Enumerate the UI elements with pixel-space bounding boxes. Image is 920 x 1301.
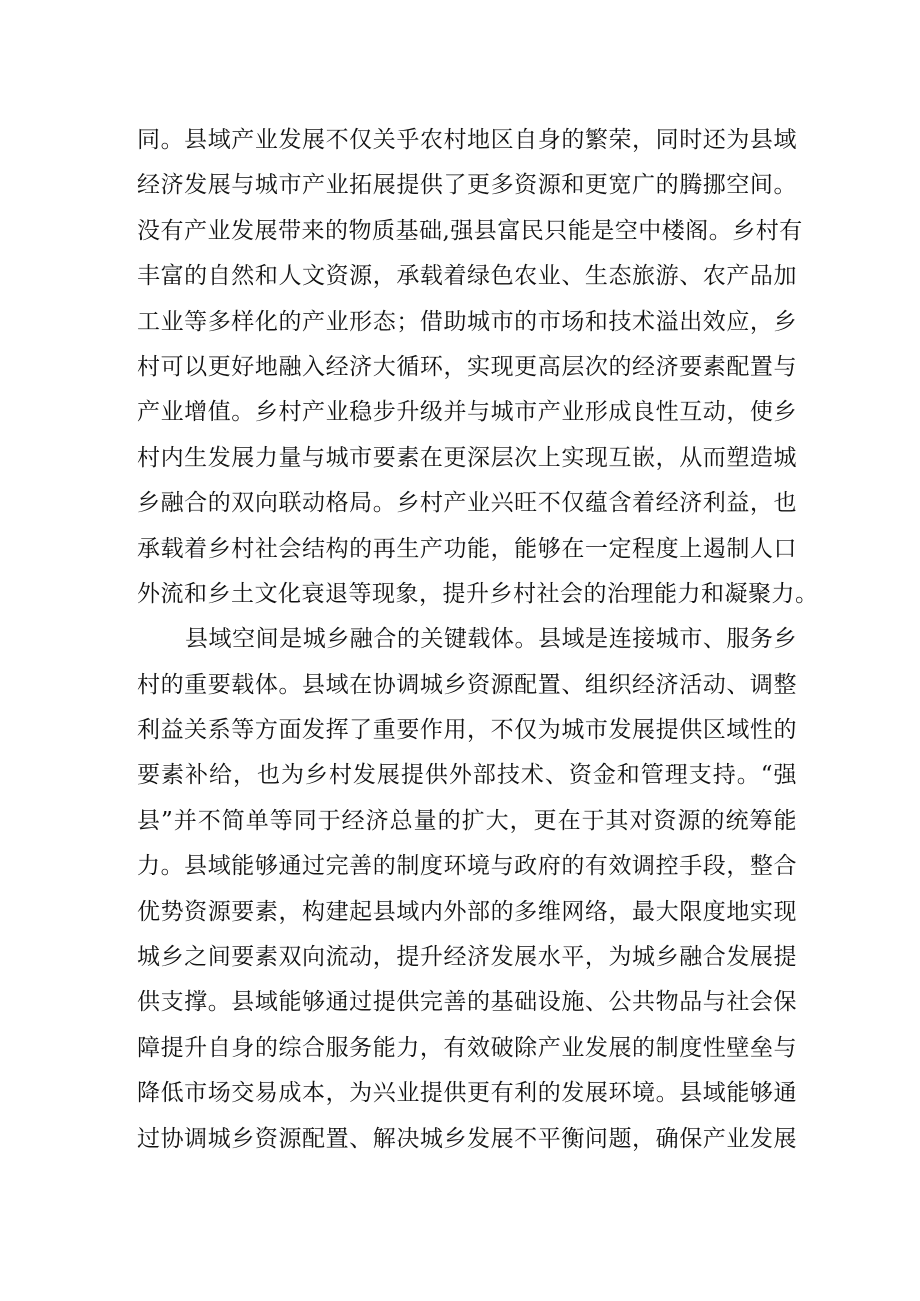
text-line: 产业增值。乡村产业稳步升级并与城市产业形成良性互动，使乡 (137, 399, 797, 426)
text-line: 利益关系等方面发挥了重要作用，不仅为城市发展提供区域性的 (137, 717, 797, 744)
text-line: 力。县域能够通过完善的制度环境与政府的有效调控手段，整合 (137, 853, 797, 880)
text-line: 承载着乡村社会结构的再生产功能，能够在一定程度上遏制人口 (137, 535, 797, 562)
text-line: 外流和乡土文化衰退等现象，提升乡村社会的治理能力和凝聚力。 (137, 580, 819, 607)
text-line: 降低市场交易成本，为兴业提供更有利的发展环境。县域能够通 (137, 1080, 797, 1107)
body-text (137, 118, 819, 1162)
text-line: 村的重要载体。县域在协调城乡资源配置、组织经济活动、调整 (137, 671, 797, 698)
text-line: 村内生发展力量与城市要素在更深层次上实现互嵌，从而塑造城 (137, 444, 797, 471)
text-line: 乡融合的双向联动格局。乡村产业兴旺不仅蕴含着经济利益，也 (137, 490, 797, 517)
text-line: 同。县域产业发展不仅关乎农村地区自身的繁荣，同时还为县域 (137, 127, 797, 153)
text-line: 过协调城乡资源配置、解决城乡发展不平衡问题，确保产业发展 (137, 1125, 797, 1152)
text-line: 丰富的自然和人文资源，承载着绿色农业、生态旅游、农产品加 (137, 263, 797, 290)
text-line: 村可以更好地融入经济大循环，实现更高层次的经济要素配置与 (137, 353, 797, 380)
text-line: 县”并不简单等同于经济总量的扩大，更在于其对资源的统筹能 (137, 807, 797, 834)
text-line: 供支撑。县域能够通过提供完善的基础设施、公共物品与社会保 (137, 989, 797, 1016)
text-line: 要素补给，也为乡村发展提供外部技术、资金和管理支持。“强 (137, 762, 797, 789)
text-line: 经济发展与城市产业拓展提供了更多资源和更宽广的腾挪空间。 (137, 172, 797, 199)
text-line: 工业等多样化的产业形态；借助城市的市场和技术溢出效应，乡 (137, 308, 797, 335)
text-line: 优势资源要素，构建起县域内外部的多维网络，最大限度地实现 (137, 898, 797, 925)
text-line: 城乡之间要素双向流动，提升经济发展水平，为城乡融合发展提 (137, 944, 797, 971)
text-line: 障提升自身的综合服务能力，有效破除产业发展的制度性壁垒与 (137, 1034, 797, 1061)
text-line: 没有产业发展带来的物质基础,强县富民只能是空中楼阁。乡村有 (137, 217, 803, 244)
paragraph-start-line: 县域空间是城乡融合的关键载体。县域是连接城市、服务乡 (185, 626, 797, 653)
